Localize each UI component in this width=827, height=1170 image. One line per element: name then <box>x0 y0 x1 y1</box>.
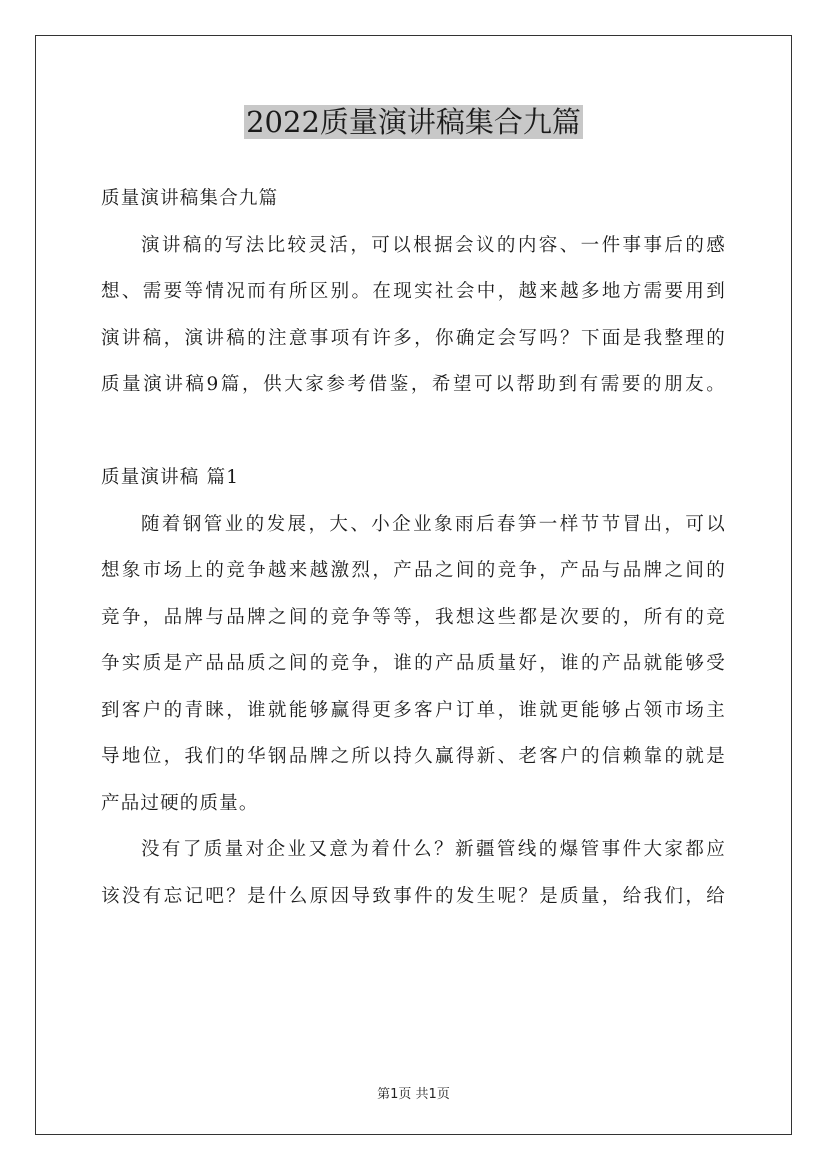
intro-line: 演讲稿，演讲稿的注意事项有许多，你确定会写吗？下面是我整理的 <box>101 327 726 349</box>
section-heading: 质量演讲稿 篇1 <box>101 467 240 488</box>
section1-para1-line: 产品过硬的质量。 <box>101 792 259 814</box>
page-footer: 第1页 共1页 <box>377 1087 450 1102</box>
section1-para2-line: 该没有忘记吧？是什么原因导致事件的发生呢？是质量，给我们，给 <box>101 885 726 907</box>
section1-para1-line: 争实质是产品品质之间的竞争，谁的产品质量好，谁的产品就能够受 <box>101 653 726 674</box>
document-body <box>101 176 726 920</box>
section1-para1-line: 竞争，品牌与品牌之间的竞争等等，我想这些都是次要的，所有的竞 <box>101 606 726 628</box>
paragraph-gap <box>101 409 726 456</box>
section1-para1-line: 随着钢管业的发展，大、小企业象雨后春笋一样节节冒出，可以 <box>141 513 726 535</box>
section1-para1-line: 想象市场上的竞争越来越激烈，产品之间的竞争，产品与品牌之间的 <box>101 560 726 581</box>
section1-para1-line: 导地位，我们的华钢品牌之所以持久赢得新、老客户的信赖靠的就是 <box>101 746 726 767</box>
document-subtitle: 质量演讲稿集合九篇 <box>101 188 279 209</box>
section1-para2-line: 没有了质量对企业又意为着什么？新疆管线的爆管事件大家都应 <box>141 839 726 860</box>
document-title-text: 2022质量演讲稿集合九篇 <box>246 105 581 139</box>
section1-para1-line: 到客户的青睐，谁就能够赢得更多客户订单，谁就更能够占领市场主 <box>101 699 726 721</box>
intro-line: 演讲稿的写法比较灵活，可以根据会议的内容、一件事事后的感 <box>141 234 726 256</box>
document-title <box>0 100 827 144</box>
intro-line: 质量演讲稿9篇，供大家参考借鉴，希望可以帮助到有需要的朋友。 <box>101 374 726 395</box>
intro-line: 想、需要等情况而有所区别。在现实社会中，越来越多地方需要用到 <box>101 281 726 302</box>
